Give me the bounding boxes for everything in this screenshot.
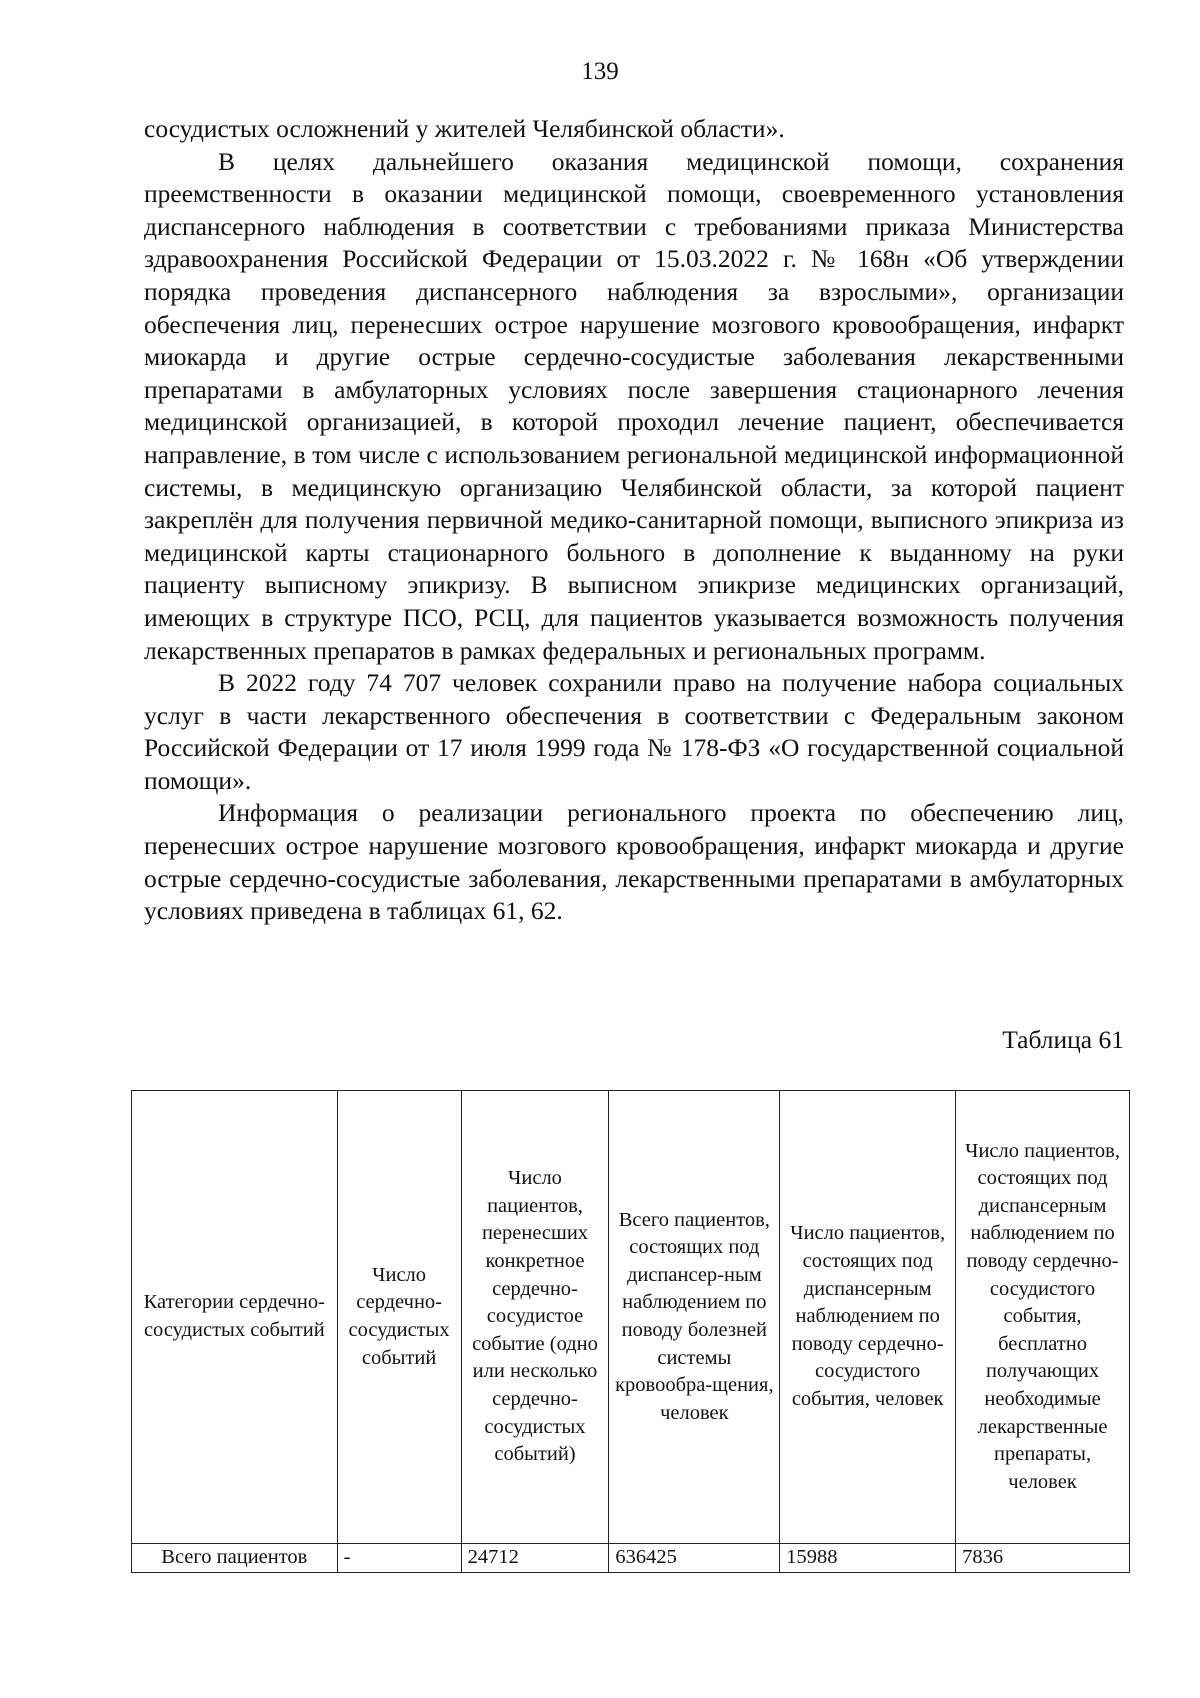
column-header-free-drugs: Число пациентов, состоящих под диспансерным наблюдением по поводу сердечно-сосудистого события, бесплатно получающих необходимые лекарственные препараты, человек — [956, 1091, 1130, 1544]
table-cell: 24712 — [461, 1544, 609, 1573]
table-cell: 7836 — [956, 1544, 1130, 1573]
column-header-dispensary-event: Число пациентов, состоящих под диспансерным наблюдением по поводу сердечно-сосудистого события, человек — [780, 1091, 956, 1544]
column-header-patients-with-event: Число пациентов, перенесших конкретное сердечно-сосудистое событие (одно или несколько сердечно-сосудистых событий) — [461, 1091, 609, 1544]
table-header-row — [132, 1091, 1130, 1544]
table-cell: Всего пациентов — [132, 1544, 338, 1573]
page-number: 139 — [581, 58, 619, 85]
column-header-event-count: Число сердечно-сосудистых событий — [337, 1091, 461, 1544]
column-header-total-dispensary: Всего пациентов, состоящих под диспансер-ным наблюдением по поводу болезней системы кровообра-щения, человек — [609, 1091, 780, 1544]
table-caption: Таблица 61 — [1002, 1025, 1124, 1054]
paragraph: сосудистых осложнений у жителей Челябинской области». — [144, 114, 785, 143]
paragraph: Информация о реализации регионального проекта по обеспечению лиц, перенесших острое нарушение мозгового кровообращения, инфаркт миокарда и другие острые сердечно-сосудистые заболевания, лекарственными препаратами в амбулаторных условиях приведена в таблицах 61, 62. — [144, 798, 1124, 926]
paragraph: В целях дальнейшего оказания медицинской помощи, сохранения преемственности в оказании медицинской помощи, своевременного установления диспансерного наблюдения в соответствии с требованиями приказа Министерства здравоохранения Российской Федерации от 15.03.2022 г. № 168н «Об утверждении порядка проведения диспансерного наблюдения за взрослыми», организации обеспечения лиц, перенесших острое нарушение мозгового кровообращения, инфаркт миокарда и другие острые сердечно-сосудистые заболевания лекарственными препаратами в амбулаторных условиях после завершения стационарного лечения медицинской организацией, в которой проходил лечение пациент, обеспечивается направление, в том числе с использованием региональной медицинской информационной системы, в медицинскую организацию Челябинской области, за которой пациент закреплён для получения первичной медико-санитарной помощи, выписного эпикриза из медицинской карты стационарного больного в дополнение к выданному на руки пациенту выписному эпикризу. В выписном эпикризе медицинских организаций, имеющих в структуре ПСО, РСЦ, для пациентов указывается возможность получения лекарственных препаратов в рамках федеральных и региональных программ. — [144, 146, 1124, 665]
paragraph: В 2022 году 74 707 человек сохранили право на получение набора социальных услуг в части лекарственного обеспечения в соответствии с Федеральным законом Российской Федерации от 17 июля 1999 года № 178-ФЗ «О государственной социальной помощи». — [144, 668, 1124, 795]
column-header-category: Категории сердечно-сосудистых событий — [132, 1091, 338, 1544]
data-table — [131, 1090, 1130, 1573]
table-row — [132, 1544, 1130, 1573]
body-text — [144, 113, 1124, 928]
table-cell: 15988 — [780, 1544, 956, 1573]
table-cell: 636425 — [609, 1544, 780, 1573]
table-cell: - — [337, 1544, 461, 1573]
